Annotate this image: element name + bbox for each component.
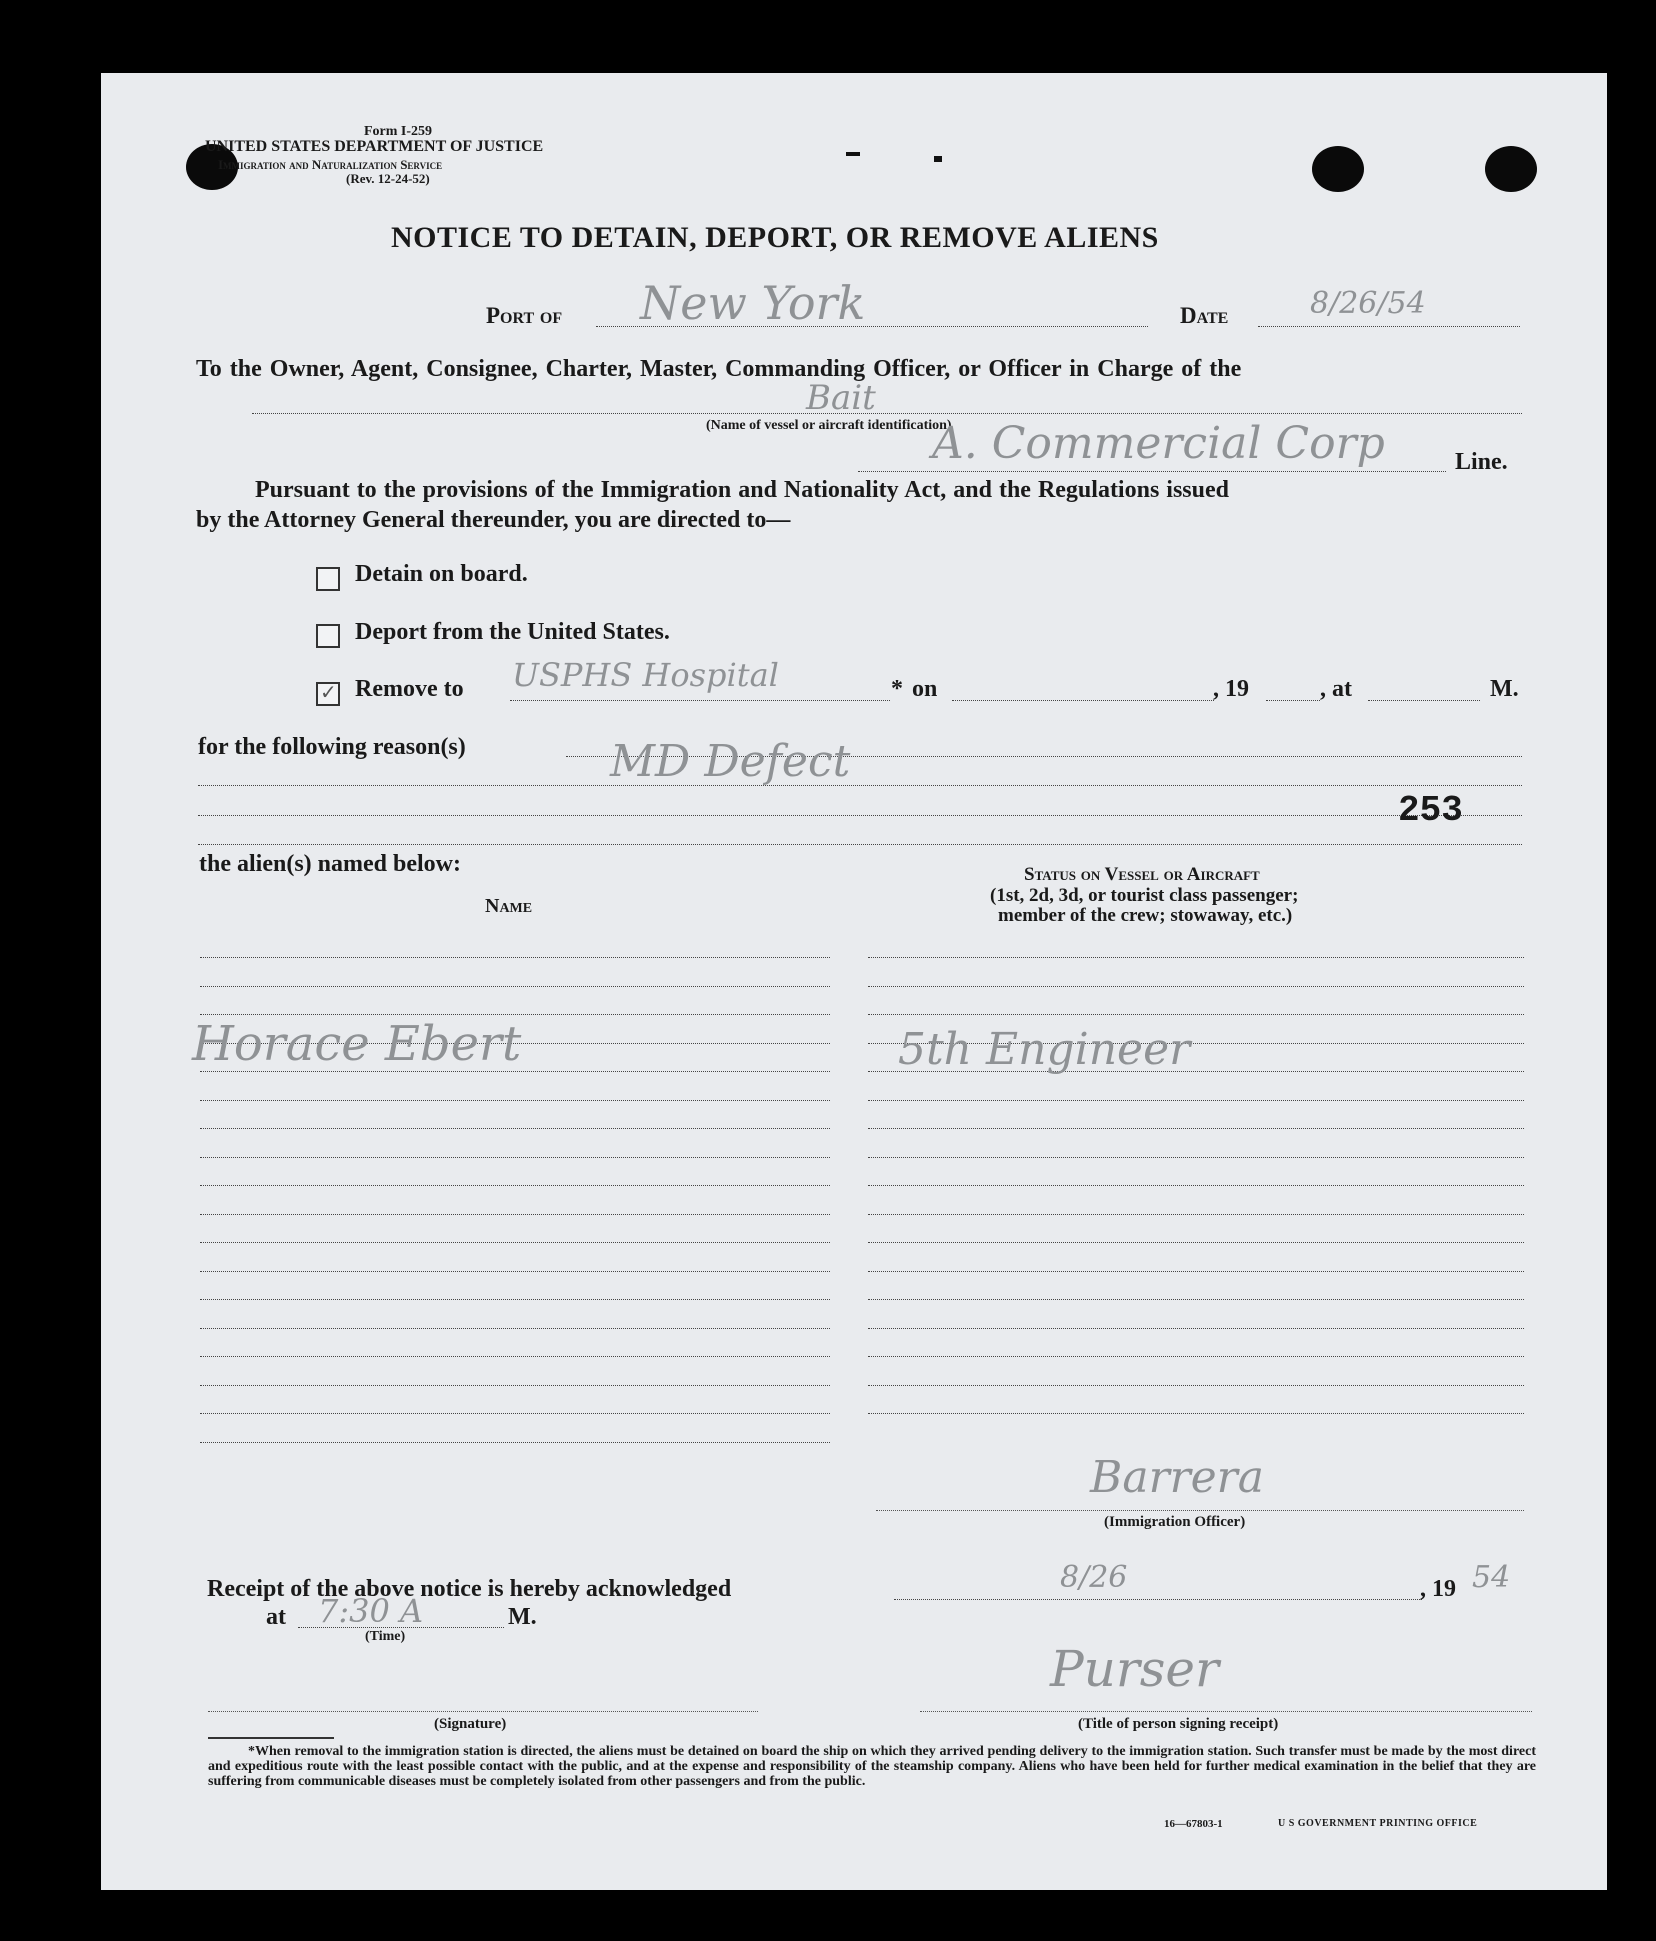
officer-signature: Barrera bbox=[1090, 1452, 1264, 1503]
stamp-number: 253 bbox=[1398, 790, 1463, 831]
status-row-line bbox=[868, 1385, 1524, 1386]
name-row-line bbox=[200, 1128, 830, 1129]
alien-name-value: Horace Ebert bbox=[192, 1016, 522, 1072]
reason-line-3 bbox=[198, 815, 1522, 816]
name-row-line bbox=[200, 1100, 830, 1101]
check-mark-icon: ✓ bbox=[320, 682, 337, 704]
status-column-subheader-1: (1st, 2d, 3d, or tourist class passenger; bbox=[990, 885, 1299, 906]
status-row-line bbox=[868, 1271, 1524, 1272]
date-value: 8/26/54 bbox=[1310, 286, 1426, 321]
status-row-line bbox=[868, 1157, 1524, 1158]
footnote-text bbox=[208, 1744, 1536, 1789]
reason-label: for the following reason(s) bbox=[198, 734, 466, 760]
line-label: Line. bbox=[1455, 449, 1508, 475]
receipt-time-value: 7:30 A bbox=[318, 1592, 424, 1630]
remove-m-label: M. bbox=[1490, 676, 1519, 702]
date-field-line bbox=[1258, 326, 1520, 327]
receipt-m-label: M. bbox=[508, 1604, 537, 1630]
form-revision: (Rev. 12-24-52) bbox=[346, 171, 430, 186]
stray-mark bbox=[934, 156, 942, 162]
line-field-line bbox=[858, 471, 1446, 472]
status-row-line bbox=[868, 1328, 1524, 1329]
name-row-line bbox=[200, 1385, 830, 1386]
receipt-at-label: at bbox=[266, 1604, 286, 1630]
name-row-line bbox=[200, 986, 830, 987]
punch-hole-center-right bbox=[1312, 146, 1364, 192]
form-number: Form I-259 bbox=[364, 124, 433, 139]
reason-line-2 bbox=[198, 785, 1522, 786]
reason-line-4 bbox=[198, 844, 1522, 845]
receipt-title-value: Purser bbox=[1050, 1640, 1219, 1698]
detain-label: Detain on board. bbox=[355, 561, 528, 587]
line-value: A. Commercial Corp bbox=[932, 418, 1385, 469]
reason-value: MD Defect bbox=[610, 736, 851, 787]
title-caption: (Title of person signing receipt) bbox=[1078, 1716, 1279, 1732]
remove-year-label: , 19 bbox=[1213, 676, 1249, 702]
remove-destination-value: USPHS Hospital bbox=[512, 656, 779, 694]
name-column-header: Name bbox=[485, 895, 533, 917]
status-row-line bbox=[868, 1356, 1524, 1357]
remove-label: Remove to bbox=[355, 676, 464, 702]
receipt-year-label: , 19 bbox=[1420, 1576, 1456, 1602]
printer-code: 16—67803-1 bbox=[1164, 1818, 1223, 1830]
date-label: Date bbox=[1180, 303, 1229, 328]
remove-date-line bbox=[952, 700, 1214, 701]
name-row-line bbox=[200, 1242, 830, 1243]
status-column-subheader-2: member of the crew; stowaway, etc.) bbox=[998, 905, 1293, 926]
footnote-separator bbox=[208, 1737, 334, 1739]
name-row-line bbox=[200, 1271, 830, 1272]
vessel-value: Bait bbox=[806, 378, 876, 418]
name-row-line bbox=[200, 1328, 830, 1329]
aliens-label: the alien(s) named below: bbox=[199, 851, 461, 877]
officer-signature-line bbox=[876, 1510, 1524, 1511]
service-name: Immigration and Naturalization Service bbox=[218, 157, 443, 172]
title-line bbox=[920, 1711, 1532, 1712]
signature-line bbox=[208, 1711, 758, 1712]
detain-checkbox[interactable] bbox=[316, 567, 340, 591]
name-row-line bbox=[200, 1413, 830, 1414]
name-row-line bbox=[200, 1356, 830, 1357]
name-row-line bbox=[200, 1185, 830, 1186]
printer-office: U S GOVERNMENT PRINTING OFFICE bbox=[1278, 1818, 1478, 1829]
stray-mark bbox=[846, 152, 860, 156]
pursuant-text-line1: Pursuant to the provisions of the Immigration and Nationality Act, and the Regulations issued bbox=[255, 477, 1229, 503]
status-row-line bbox=[868, 1299, 1524, 1300]
time-caption: (Time) bbox=[365, 1629, 406, 1644]
status-row-line bbox=[868, 1128, 1524, 1129]
status-row-line bbox=[868, 1185, 1524, 1186]
status-row-line bbox=[868, 1014, 1524, 1015]
punch-hole-right bbox=[1485, 146, 1537, 192]
port-value: New York bbox=[640, 276, 866, 330]
port-label: Port of bbox=[486, 303, 563, 328]
remove-destination-line bbox=[510, 700, 890, 701]
remove-on-label: on bbox=[912, 676, 938, 702]
status-column-header: Status on Vessel or Aircraft bbox=[1024, 864, 1260, 885]
status-row-line bbox=[868, 986, 1524, 987]
agency-name: UNITED STATES DEPARTMENT OF JUSTICE bbox=[205, 138, 544, 155]
receipt-text: Receipt of the above notice is hereby acknowledged bbox=[207, 1576, 732, 1602]
status-row-line bbox=[868, 1100, 1524, 1101]
name-row-line bbox=[200, 1157, 830, 1158]
receipt-year-value: 54 bbox=[1472, 1560, 1511, 1595]
name-row-line bbox=[200, 1442, 830, 1443]
remove-asterisk: * bbox=[891, 676, 903, 702]
vessel-field-line bbox=[252, 413, 1522, 414]
remove-time-line bbox=[1368, 700, 1480, 701]
deport-checkbox[interactable] bbox=[316, 624, 340, 648]
remove-year-line bbox=[1266, 700, 1320, 701]
alien-status-value: 5th Engineer bbox=[898, 1024, 1191, 1075]
officer-caption: (Immigration Officer) bbox=[1104, 1514, 1246, 1530]
remove-checkbox[interactable] bbox=[316, 682, 340, 706]
signature-caption: (Signature) bbox=[434, 1716, 507, 1732]
receipt-date-line bbox=[894, 1599, 1422, 1600]
vessel-caption: (Name of vessel or aircraft identification) bbox=[706, 418, 952, 433]
name-row-line bbox=[200, 957, 830, 958]
status-row-line bbox=[868, 1413, 1524, 1414]
name-row-line bbox=[200, 1299, 830, 1300]
addressee-text: To the Owner, Agent, Consignee, Charter, Master, Commanding Officer, or Officer in Charge of the bbox=[196, 356, 1242, 382]
pursuant-text-line2: by the Attorney General thereunder, you are directed to— bbox=[196, 507, 791, 533]
name-row-line bbox=[200, 1214, 830, 1215]
remove-at-label: , at bbox=[1320, 676, 1352, 702]
footnote-paragraph: *When removal to the immigration station is directed, the aliens must be detained on board the ship on which they arrived pending delivery to the immigration station. Such transfer must be made by the most direct and expeditious route with the least possible contact with the public, and at the expense and responsibility of the steamship company. Aliens who have been held for further medical examination in the belief that they are suffering from communicable diseases must be completely isolated from other passengers and from the public. bbox=[208, 1744, 1536, 1789]
status-row-line bbox=[868, 1214, 1524, 1215]
status-row-line bbox=[868, 1242, 1524, 1243]
deport-label: Deport from the United States. bbox=[355, 619, 670, 645]
name-row-line bbox=[200, 1014, 830, 1015]
status-row-line bbox=[868, 957, 1524, 958]
receipt-date-value: 8/26 bbox=[1060, 1560, 1128, 1595]
page-title: NOTICE TO DETAIN, DEPORT, OR REMOVE ALIENS bbox=[391, 221, 1159, 254]
